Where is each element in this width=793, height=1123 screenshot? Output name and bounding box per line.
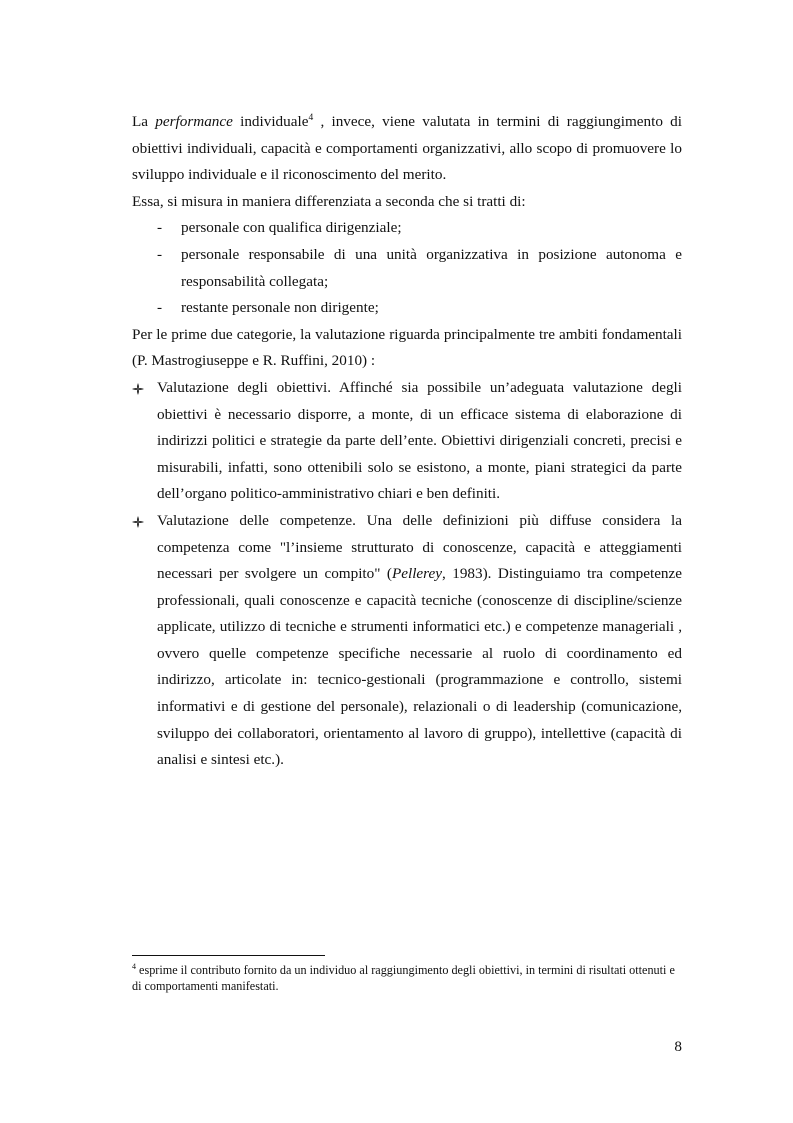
paragraph-performance-individuale xyxy=(132,109,682,189)
footnote-text: esprime il contributo fornito da un individuo al raggiungimento degli obiettivi, in termini di risultati ottenuti e di comportamenti manifestati. xyxy=(132,963,675,993)
four-petal-diamond-icon xyxy=(132,383,144,395)
page-number: 8 xyxy=(674,1038,682,1055)
body-text xyxy=(132,109,682,774)
paragraph-categorie: Per le prime due categorie, la valutazione riguarda principalmente tre ambiti fondamentali (P. Mastrogiuseppe e R. Ruffini, 2010) : xyxy=(132,325,682,370)
p1-lead: La xyxy=(132,113,156,130)
list-item xyxy=(132,215,682,242)
footnote-separator xyxy=(132,955,325,956)
dash-marker: - xyxy=(157,299,163,317)
bullet-item-obiettivi xyxy=(132,375,682,508)
p1-mid: individuale xyxy=(232,113,309,130)
four-petal-diamond-icon xyxy=(132,516,144,528)
p1-emphasis: performance xyxy=(155,113,233,130)
list-item-text: restante personale non dirigente; xyxy=(181,299,379,317)
p1-rest: , invece, viene valutata in termini di raggiungimento di obiettivi individuali, capacità e comportamenti organizzativi, allo scopo di promuovere lo sviluppo individuale e il riconoscimento del merito. xyxy=(132,113,682,184)
list-item-text: personale con qualifica dirigenziale; xyxy=(181,219,402,237)
dash-marker: - xyxy=(157,245,163,263)
footnote xyxy=(132,963,682,994)
footnote-reference[interactable]: 4 xyxy=(308,113,314,123)
list-item-text: personale responsabile di una unità organizzativa in posizione autonoma e responsabilità collegata; xyxy=(181,245,682,290)
bullet-list xyxy=(132,375,682,774)
citation-author: Pellerey xyxy=(391,565,442,583)
bullet-text-continued: , 1983). Distinguiamo tra competenze professionali, quali conoscenze e capacità tecniche (conoscenze di discipline/scienze applicate, utilizzo di tecniche e strumenti informatici etc.) e competenze manageriali , ovvero quelle competenze specifiche necessarie al ruolo di coordinamento ed indirizzo, articolate in: tecnico-gestionali (programmazione e controllo, sistemi informativi e di gestione del personale), relazionali o di leadership (comunicazione, sviluppo dei collaboratori, orientamento al lavoro di gruppo), intellettive (capacità di analisi e sintesi etc.). xyxy=(157,565,683,769)
bullet-item-competenze xyxy=(132,508,682,774)
bullet-text: Valutazione delle competenze. Una delle definizioni più diffuse considera la competenza come "l’insieme strutturato di conoscenze, capacità e atteggiamenti necessari per svolgere un compito" ( xyxy=(157,511,682,583)
bullet-text: Valutazione degli obiettivi. Affinché sia possibile un’adeguata valutazione degli obiettivi è necessario disporre, a monte, di un efficace sistema di elaborazione di indirizzi politici e strategie da parte dell’ente. Obiettivi dirigenziali concreti, precisi e misurabili, infatti, sono ottenibili solo se esistono, a monte, piani strategici da parte dell’organo politico-amministrativo chiari e ben definiti. xyxy=(157,378,682,503)
dash-list xyxy=(132,215,682,321)
footnote-number: 4 xyxy=(132,962,136,971)
paragraph-essa: Essa, si misura in maniera differenziata a seconda che si tratti di: xyxy=(132,192,526,210)
dash-marker: - xyxy=(157,219,163,237)
list-item xyxy=(132,242,682,295)
list-item xyxy=(132,295,682,322)
